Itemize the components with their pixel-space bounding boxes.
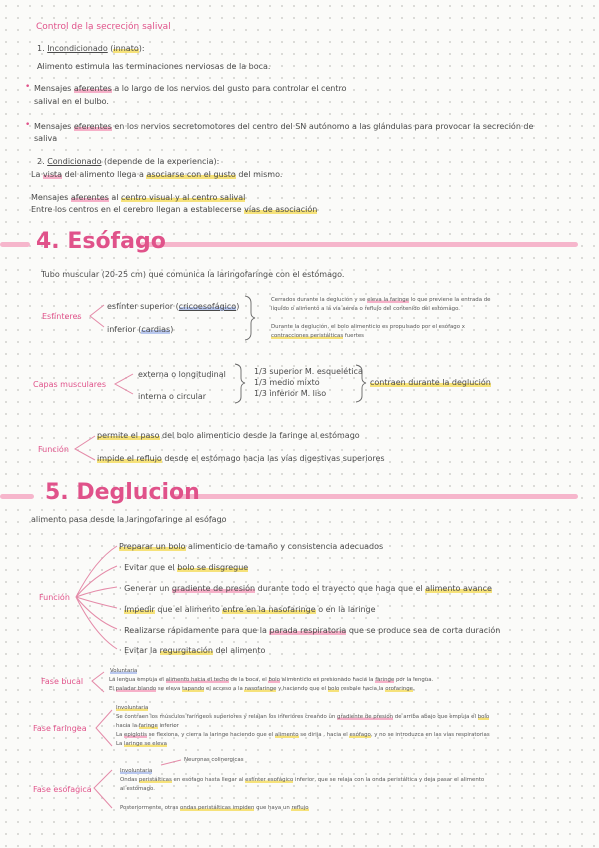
fase-faringea-line4: La laringe se eleva bbox=[116, 741, 167, 747]
esofago-intro: Tubo muscular (20-25 cm) que comunica la laringofaringe con el estómago. bbox=[41, 270, 345, 279]
funcion-permite: permite el paso del bolo alimenticio desde la faringe al estómago bbox=[97, 431, 360, 440]
fase-faringea-tag: Involuntaria bbox=[116, 705, 149, 711]
condicionado-line: 2. Condicionado (depende de la experiencia): bbox=[37, 157, 220, 166]
vias-asociacion: Entre los centros en el cerebro llegan a establecerse vías de asociación bbox=[31, 205, 318, 214]
funcion-esofago-label: Función bbox=[38, 445, 69, 454]
funcion-item-1: Preparar un bolo alimenticio de tamaño y consistencia adecuados bbox=[119, 542, 384, 551]
tercio-superior: 1/3 superior M. esquelética bbox=[254, 367, 363, 376]
bullet-eferentes-line2: saliva bbox=[34, 134, 58, 143]
deglucion-intro: alimento pasa desde la laringofaringe al esófago bbox=[31, 515, 227, 524]
mensajes-aferentes: Mensajes aferentes al centro visual y al centro salival bbox=[31, 193, 246, 202]
bullet-aferentes-line2: salival en el bulbo. bbox=[34, 97, 109, 106]
capa-externa: externa o longitudinal bbox=[138, 370, 226, 379]
bullet-dot: • bbox=[25, 82, 31, 92]
fase-bucal-line1: La lengua empuja el alimento hacia el techo de la boca, el bolo alimenticio es presionado hacia la faringe por la lengua. bbox=[109, 677, 434, 683]
fase-faringea-line3: La epiglotis se flexiona, y cierra la laringe haciendo que el alimento se dirija , hacia el esófago, y no se introduzca en las vías respiratorias bbox=[116, 732, 490, 738]
condicionado-vista: La vista del alimento llega a asociarse con el gusto del mismo. bbox=[31, 170, 283, 179]
fase-esofagica-tag: Involuntaria bbox=[120, 768, 153, 774]
esfinteres-note-1b: líquido o alimento a la vía aérea o reflujo del contenido del estómago. bbox=[271, 306, 461, 312]
fase-faringea-line2: hacia la faringe inferior bbox=[116, 723, 179, 729]
incondicionado-line: 1. Incondicionado (innato): bbox=[37, 44, 145, 53]
heading-deglucion: 5. Deglucion bbox=[45, 480, 200, 505]
fase-esofagica-line3: Posteriormente, otras ondas peristálticas impiden que haya un reflujo bbox=[120, 805, 309, 811]
esfinteres-note-1: Cerrados durante la deglución y se eleva la faringe lo que previene la entrada de bbox=[271, 297, 491, 303]
capas-result: contraen durante la deglución bbox=[370, 378, 491, 387]
funcion-item-2: · Evitar que el bolo se disgregue bbox=[119, 563, 249, 572]
capa-interna: interna o circular bbox=[138, 392, 207, 401]
bullet-eferentes: Mensajes eferentes en los nervios secretomotores del centro del SN autónomo a las glándulas para provocar la secreción de bbox=[34, 122, 534, 131]
fase-esofagica-line1: Ondas peristálticas en esófago hasta llegar al esfínter esofágico inferior, que se relaja con la onda peristáltica y deja pasar el alimento bbox=[120, 777, 485, 783]
esfinteres-note-2: Durante la deglución, el bolo alimenticio es propulsado por el esófago x bbox=[271, 324, 465, 330]
fase-bucal-tag: Voluntaria bbox=[110, 668, 138, 674]
section-title-secrecion: Control de la secreción salival bbox=[36, 22, 171, 32]
fase-esofagica-line2: al estómago. bbox=[120, 786, 155, 792]
funcion-item-4: · Impedir que el alimento entre en la nasofaringe o en la laringe bbox=[119, 605, 376, 614]
esfinter-superior: esfínter superior (cricoesofágico) bbox=[107, 302, 240, 311]
funcion-impide: impide el reflujo desde el estómago hacia las vías digestivas superiores bbox=[97, 454, 385, 463]
bullet-dot: • bbox=[25, 120, 31, 130]
funcion-item-3: · Generar un gradiente de presión durante todo el trayecto que haga que el alimento avance bbox=[119, 584, 492, 593]
fase-esofagica-label: Fase esofagica bbox=[33, 785, 92, 794]
fase-bucal-label: Fase bucal bbox=[41, 677, 84, 686]
esfinteres-note-2b: contracciones peristálticas fuertes bbox=[271, 333, 364, 339]
tercio-inferior: 1/3 inferior M. liso bbox=[254, 389, 327, 398]
fase-faringea-label: Fase faringea bbox=[33, 724, 87, 733]
incondicionado-desc: Alimento estimula las terminaciones nerviosas de la boca. bbox=[37, 62, 271, 71]
esfinter-inferior: inferior (cardias) bbox=[107, 325, 174, 334]
funcion-deglucion-label: Función bbox=[39, 593, 70, 602]
fase-bucal-line2: El paladar blando se eleva tapando el acceso a la nasofaringe y haciendo que el bolo resbale hacia la orofaringe. bbox=[109, 686, 415, 692]
tercio-medio: 1/3 medio mixto bbox=[254, 378, 320, 387]
bullet-aferentes: Mensajes aferentes a lo largo de los nervios del gusto para controlar el centro bbox=[34, 84, 347, 93]
funcion-item-5: · Realizarse rápidamente para que la parada respiratoria que se produce sea de corta duración bbox=[119, 626, 501, 635]
capas-label: Capas musculares bbox=[33, 380, 107, 389]
neuronas-colinergicas: Neuronas colinergicas bbox=[184, 757, 244, 763]
heading-esofago: 4. Esófago bbox=[36, 229, 166, 254]
fase-faringea-line1: Se contraen los músculos faríngeos superiores y relajan los inferiores creando un gradiente de presión de arriba abajo que empuja el bolo bbox=[116, 714, 490, 720]
funcion-item-6: · Evitar la regurgitación del alimento bbox=[119, 646, 266, 655]
esfinteres-label: Esfínteres bbox=[42, 312, 82, 321]
